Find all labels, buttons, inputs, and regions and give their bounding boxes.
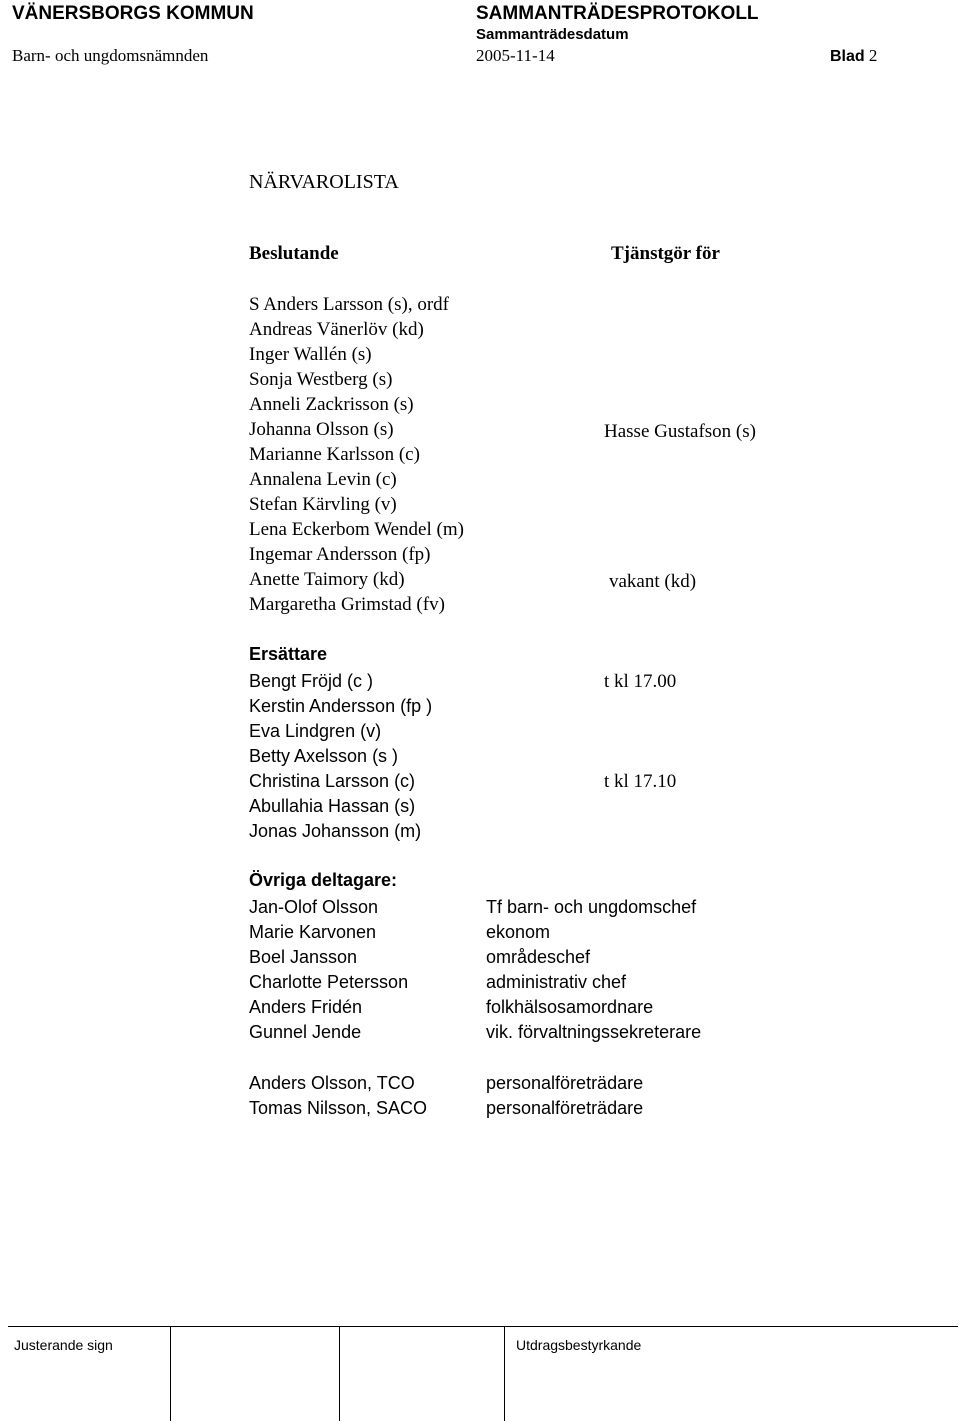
- list-item: Jan-Olof Olsson: [249, 897, 379, 917]
- page-title: NÄRVAROLISTA: [249, 171, 399, 193]
- list-item: Lena Eckerbom Wendel (m): [249, 519, 464, 540]
- list-item: Kerstin Andersson (fp ): [249, 696, 433, 716]
- list-item: personalföreträdare: [486, 1098, 644, 1118]
- list-item: Annalena Levin (c): [249, 469, 397, 490]
- list-item: folkhälsosamordnare: [486, 997, 654, 1017]
- representatives-role-list: [486, 1071, 643, 1121]
- list-item: Betty Axelsson (s ): [249, 746, 399, 766]
- footer-column-divider: [504, 1326, 505, 1421]
- document-type: SAMMANTRÄDESPROTOKOLL: [476, 3, 759, 24]
- ersattare-list: [249, 669, 432, 844]
- list-item: ekonom: [486, 922, 551, 942]
- footer-column-divider: [170, 1326, 171, 1421]
- list-item: Charlotte Petersson: [249, 972, 409, 992]
- sheet-label: Blad: [830, 48, 865, 65]
- list-item: Tomas Nilsson, SACO: [249, 1098, 428, 1118]
- list-item: Inger Wallén (s): [249, 344, 372, 365]
- sheet-indicator: [830, 46, 877, 66]
- list-item: S Anders Larsson (s), ordf: [249, 294, 450, 315]
- list-item: Eva Lindgren (v): [249, 721, 382, 741]
- meeting-date: 2005-11-14: [476, 46, 555, 65]
- list-item: områdeschef: [486, 947, 591, 967]
- list-item: Stefan Kärvling (v): [249, 494, 397, 515]
- organization-name: VÄNERSBORGS KOMMUN: [12, 3, 254, 24]
- list-item: Tf barn- och ungdomschef: [486, 897, 697, 917]
- list-item: Ingemar Andersson (fp): [249, 544, 431, 565]
- footer-column-divider: [339, 1326, 340, 1421]
- list-item: administrativ chef: [486, 972, 627, 992]
- footer-divider: [8, 1326, 958, 1327]
- beslutande-heading: Beslutande: [249, 243, 339, 264]
- list-item: Anders Fridén: [249, 997, 363, 1017]
- list-item: Bengt Fröjd (c ): [249, 671, 374, 691]
- serving-for-heading: Tjänstgör för: [611, 243, 720, 264]
- list-item: Johanna Olsson (s): [249, 419, 394, 440]
- list-item: Andreas Vänerlöv (kd): [249, 319, 424, 340]
- ovriga-name-list: [249, 895, 408, 1045]
- ovriga-role-list: [486, 895, 701, 1045]
- sheet-number: 2: [868, 46, 878, 65]
- list-item: vik. förvaltningssekreterare: [486, 1022, 702, 1042]
- beslutande-list: [249, 292, 464, 617]
- list-item: personalföreträdare: [486, 1073, 644, 1093]
- list-item: Marie Karvonen: [249, 922, 377, 942]
- list-item: Marianne Karlsson (c): [249, 444, 420, 465]
- list-item: Boel Jansson: [249, 947, 358, 967]
- representatives-name-list: [249, 1071, 427, 1121]
- serving-for-note: vakant (kd): [609, 571, 697, 592]
- date-label: Sammanträdesdatum: [476, 26, 629, 43]
- list-item: Sonja Westberg (s): [249, 369, 393, 390]
- time-note: t kl 17.00: [604, 671, 677, 692]
- ersattare-heading: Ersättare: [249, 644, 328, 664]
- list-item: Anders Olsson, TCO: [249, 1073, 415, 1093]
- ovriga-heading: Övriga deltagare:: [249, 870, 398, 890]
- list-item: Abullahia Hassan (s): [249, 796, 416, 816]
- utdragsbestyrkande-label: Utdragsbestyrkande: [516, 1337, 642, 1353]
- list-item: Christina Larsson (c): [249, 771, 416, 791]
- committee-name: Barn- och ungdomsnämnden: [12, 46, 209, 65]
- time-note: t kl 17.10: [604, 771, 677, 792]
- list-item: Anneli Zackrisson (s): [249, 394, 414, 415]
- serving-for-note: Hasse Gustafson (s): [604, 421, 756, 442]
- list-item: Jonas Johansson (m): [249, 821, 422, 841]
- list-item: Margaretha Grimstad (fv): [249, 594, 445, 615]
- list-item: Anette Taimory (kd): [249, 569, 405, 590]
- list-item: Gunnel Jende: [249, 1022, 362, 1042]
- justerande-sign-label: Justerande sign: [14, 1337, 113, 1353]
